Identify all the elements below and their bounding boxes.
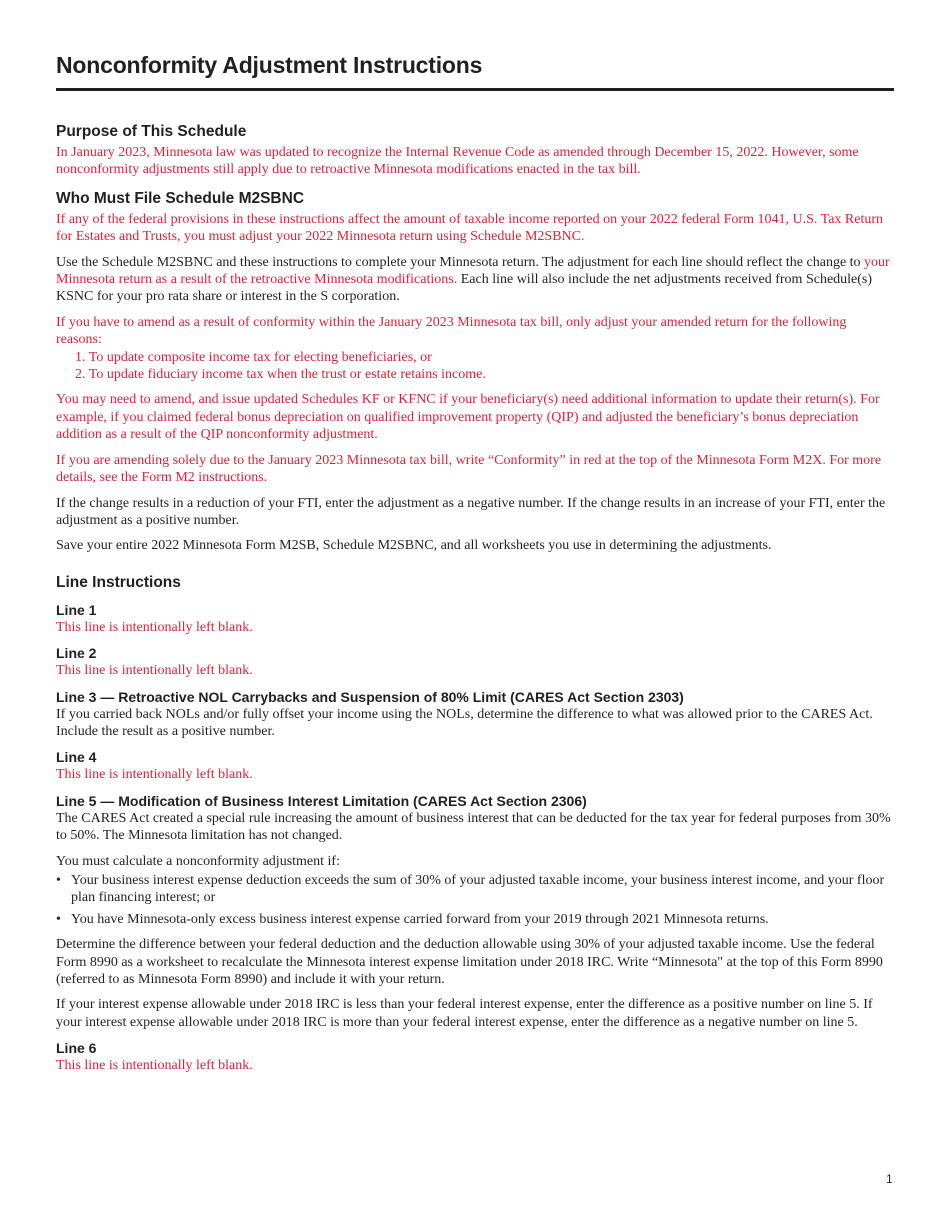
who-paragraph-2 — [56, 254, 894, 306]
who-paragraph-2-part-b: your Minnesota return as a result of the retroactive Minnesota modifications. — [56, 254, 890, 288]
line-1-text: This line is intentionally left blank. — [56, 619, 253, 635]
document-body — [56, 122, 894, 1081]
who-paragraph-3: If you have to amend as a result of conformity within the January 2023 Minnesota tax bill, only adjust your amended return for the following reasons: — [56, 314, 847, 348]
who-must-file-heading: Who Must File Schedule M2SBNC — [56, 189, 305, 207]
line-6-title: Line 6 — [56, 1040, 97, 1057]
purpose-text: In January 2023, Minnesota law was updated to recognize the Internal Revenue Code as amended through December 15, 2022. However, some nonconformity adjustments still apply due to retroactive Minnesota modifications enacted in the tax bill. — [56, 145, 859, 178]
who-paragraph-4: You may need to amend, and issue updated Schedules KF or KFNC if your beneficiary(s) need additional information to update their return(s). For example, if you claimed federal bonus depreciation on qualified improvement property (QIP) and adjusted the beneficiary’s bonus depreciation addition as a result of the QIP nonconformity adjustment. — [56, 392, 880, 443]
who-paragraph-2-part-c: Each line will also include the net adjustments received from Schedule(s) KSNC for your pro rata share or interest in the S corporation. — [56, 272, 873, 305]
page-title: Nonconformity Adjustment Instructions — [56, 52, 483, 78]
purpose-section — [56, 122, 894, 179]
bullet-icon: • — [56, 872, 61, 888]
line-instructions-section — [56, 573, 894, 1075]
list-item — [56, 872, 894, 907]
line-6-text: This line is intentionally left blank. — [56, 1058, 253, 1074]
line-5-paragraph-2: You must calculate a nonconformity adjustment if: — [56, 853, 340, 869]
reasons-list — [56, 349, 894, 384]
who-paragraph-6: If the change results in a reduction of your FTI, enter the adjustment as a negative number. If the change results in an increase of your FTI, enter the adjustment as a positive number. — [56, 495, 886, 528]
who-paragraph-1: If any of the federal provisions in these instructions affect the amount of taxable income reported on your 2022 federal Form 1041, U.S. Tax Return for Estates and Trusts, you must adjust your 2022 Minnesota return using Schedule M2SBNC. — [56, 211, 884, 245]
purpose-heading: Purpose of This Schedule — [56, 123, 247, 140]
line-instructions-heading: Line Instructions — [56, 573, 181, 591]
list-item: 2. To update fiduciary income tax when the trust or estate retains income. — [75, 367, 486, 383]
line-2-title: Line 2 — [56, 645, 97, 662]
line-5-paragraph-4: If your interest expense allowable under 2018 IRC is less than your federal interest expense, enter the difference as a positive number on line 5. If your interest expense allowable under 2018 IRC is more than your federal interest expense, enter the difference as a negative number on line 5. — [56, 997, 873, 1030]
who-paragraph-2-part-a: Use the Schedule M2SBNC and these instructions to complete your Minnesota return. The adjustment for each line should reflect the change to — [56, 254, 865, 270]
line-4-title: Line 4 — [56, 749, 97, 766]
bullet-text: You have Minnesota-only excess business interest expense carried forward from your 2019 through 2021 Minnesota returns. — [71, 911, 769, 927]
line-3-title: Line 3 — Retroactive NOL Carrybacks and Suspension of 80% Limit (CARES Act Section 2303) — [56, 688, 684, 705]
line-2-text: This line is intentionally left blank. — [56, 663, 253, 679]
line-5-paragraph-3: Determine the difference between your federal deduction and the deduction allowable using 30% of your adjusted taxable income. Use the federal Form 8990 as a worksheet to recalculate the Minnesota interest expense limitation under 2018 IRC. Write “Minnesota" at the top of this Form 8990 (referred to as Minnesota Form 8990) and include it with your return. — [56, 937, 883, 987]
line-3-text: If you carried back NOLs and/or fully offset your income using the NOLs, determine the difference to what was allowed prior to the CARES Act. Include the result as a positive number. — [56, 706, 873, 739]
line-1-title: Line 1 — [56, 601, 97, 618]
bullet-text: Your business interest expense deduction exceeds the sum of 30% of your adjusted taxable income, your business interest income, and your floor plan financing interest; or — [71, 872, 885, 906]
who-paragraph-7: Save your entire 2022 Minnesota Form M2SB, Schedule M2SBNC, and all worksheets you use in determining the adjustments. — [56, 538, 772, 554]
title-rule — [56, 88, 894, 91]
list-item — [56, 911, 894, 928]
line-5-title: Line 5 — Modification of Business Interest Limitation (CARES Act Section 2306) — [56, 792, 587, 809]
page-number: 1 — [886, 1172, 893, 1186]
list-item: 1. To update composite income tax for electing beneficiaries, or — [75, 349, 432, 365]
line-5-bullets — [56, 872, 894, 928]
who-must-file-section — [56, 189, 894, 555]
bullet-icon: • — [56, 911, 61, 927]
line-5-paragraph-1: The CARES Act created a special rule increasing the amount of business interest that can be deducted for the tax year for federal purposes from 30% to 50%. The Minnesota limitation has not changed. — [56, 810, 891, 844]
who-paragraph-5: If you are amending solely due to the January 2023 Minnesota tax bill, write “Conformity” in red at the top of the Minnesota Form M2X. For more details, see the Form M2 instructions. — [56, 452, 882, 486]
line-4-text: This line is intentionally left blank. — [56, 767, 253, 783]
